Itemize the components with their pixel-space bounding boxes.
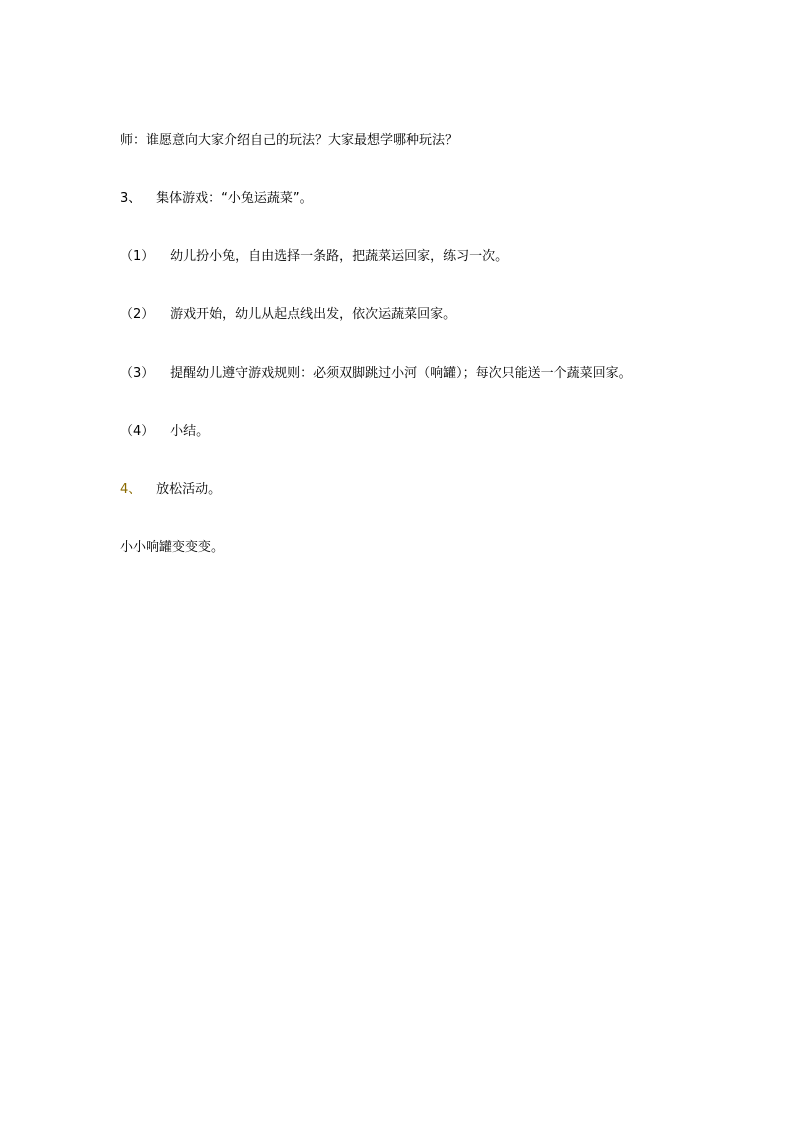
- paragraph-closing: [120, 540, 224, 556]
- list-item-1: [120, 249, 508, 265]
- paragraph-text: 师：谁愿意向大家介绍自己的玩法？大家最想学哪种玩法？: [120, 133, 459, 148]
- list-item-4: [120, 424, 209, 440]
- list-item-3: [120, 366, 632, 382]
- heading-step-3: [120, 191, 313, 207]
- list-item-2: [120, 307, 456, 323]
- paragraph-teacher-question: [120, 133, 458, 149]
- paragraph-text: 小小响罐变变变。: [120, 540, 225, 555]
- list-item-text: 小结。: [170, 424, 210, 439]
- list-item-number: （2）: [120, 307, 155, 322]
- list-item-number: （3）: [120, 366, 155, 381]
- heading-step-4: [120, 482, 221, 498]
- step-number: 4、: [120, 482, 142, 497]
- list-item-number: （4）: [120, 424, 155, 439]
- list-item-number: （1）: [120, 249, 155, 264]
- list-item-text: 幼儿扮小兔，自由选择一条路，把蔬菜运回家，练习一次。: [170, 249, 509, 264]
- step-number: 3、: [120, 191, 142, 206]
- list-item-text: 提醒幼儿遵守游戏规则：必须双脚跳过小河（响罐）；每次只能送一个蔬菜回家。: [170, 366, 632, 381]
- heading-text: 放松活动。: [156, 482, 222, 497]
- heading-text: 集体游戏：“小兔运蔬菜”。: [156, 191, 313, 206]
- list-item-text: 游戏开始，幼儿从起点线出发，依次运蔬菜回家。: [170, 307, 457, 322]
